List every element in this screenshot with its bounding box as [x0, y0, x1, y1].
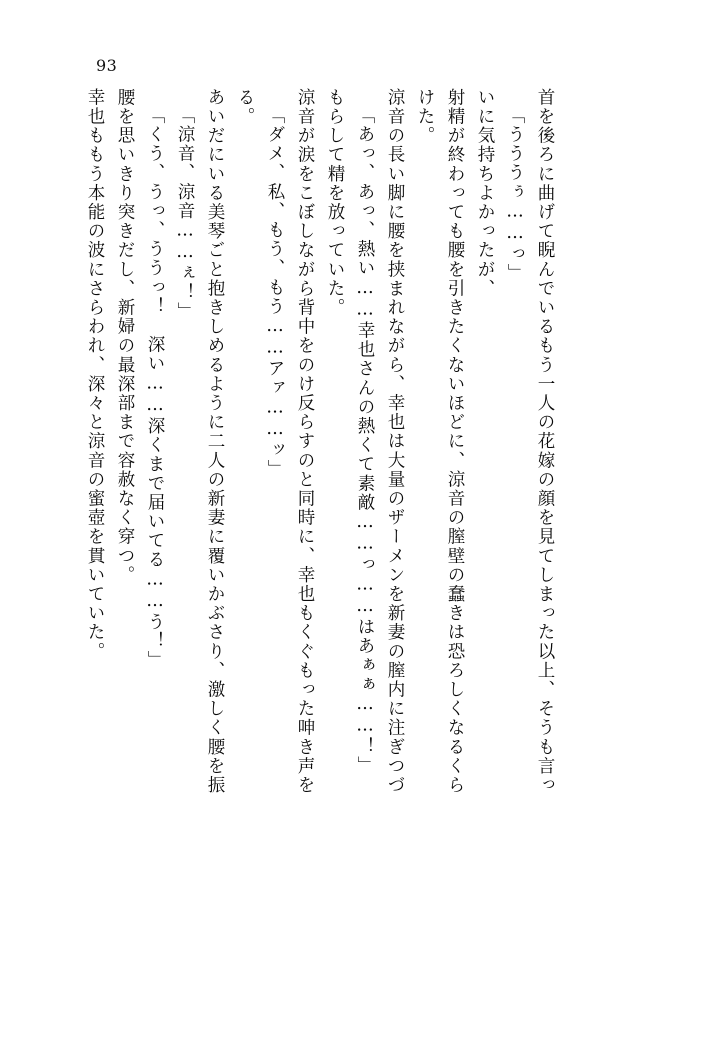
text-line: いに気持ちよかったが、: [475, 88, 495, 299]
text-line: 「くう、うっ、ううっ！ 深い……深くまで届いてる……う！」: [145, 106, 165, 670]
text-line: 「あっ、あっ、熱い……幸也さんの熱くて素敵……っ……はあぁぁ……！」: [355, 106, 375, 776]
vertical-text-body: [73, 88, 633, 988]
text-line: けた。: [415, 88, 435, 146]
text-line: る。: [235, 88, 255, 127]
text-line: 「涼音、涼音……ぇ！」: [175, 106, 195, 322]
text-line: 首を後ろに曲げて睨んでいるもう一人の花嫁の顔を見てしまった以上、そうも言っ: [535, 88, 555, 795]
text-line: 「ダメ、私、もう、もう……アァ……ッ」: [265, 106, 285, 479]
text-line: もらして精を放っていた。: [325, 88, 345, 318]
text-line: 涼音が涙をこぼしながら背中をのけ反らすのと同時に、幸也もくぐもった呻き声を: [295, 88, 315, 795]
text-line: 射精が終わっても腰を引きたくないほどに、涼音の膣壁の蠢きは恐ろしくなるくら: [445, 88, 465, 795]
text-line: 涼音の長い脚に腰を挟まれながら、幸也は大量のザーメンを新妻の膣内に注ぎつづ: [385, 88, 405, 795]
text-line: あいだにいる美琴ごと抱きしめるように二人の新妻に覆いかぶさり、激しく腰を振: [205, 88, 225, 795]
text-line: 「うううぅ……っ」: [505, 106, 525, 283]
page-number: 93: [96, 56, 118, 75]
text-line: 腰を思いきり突きだし、新婦の最深部まで容赦なく穿つ。: [115, 88, 135, 585]
text-line: 幸也ももう本能の波にさらわれ、深々と涼音の蜜壺を貫いていた。: [85, 88, 105, 661]
